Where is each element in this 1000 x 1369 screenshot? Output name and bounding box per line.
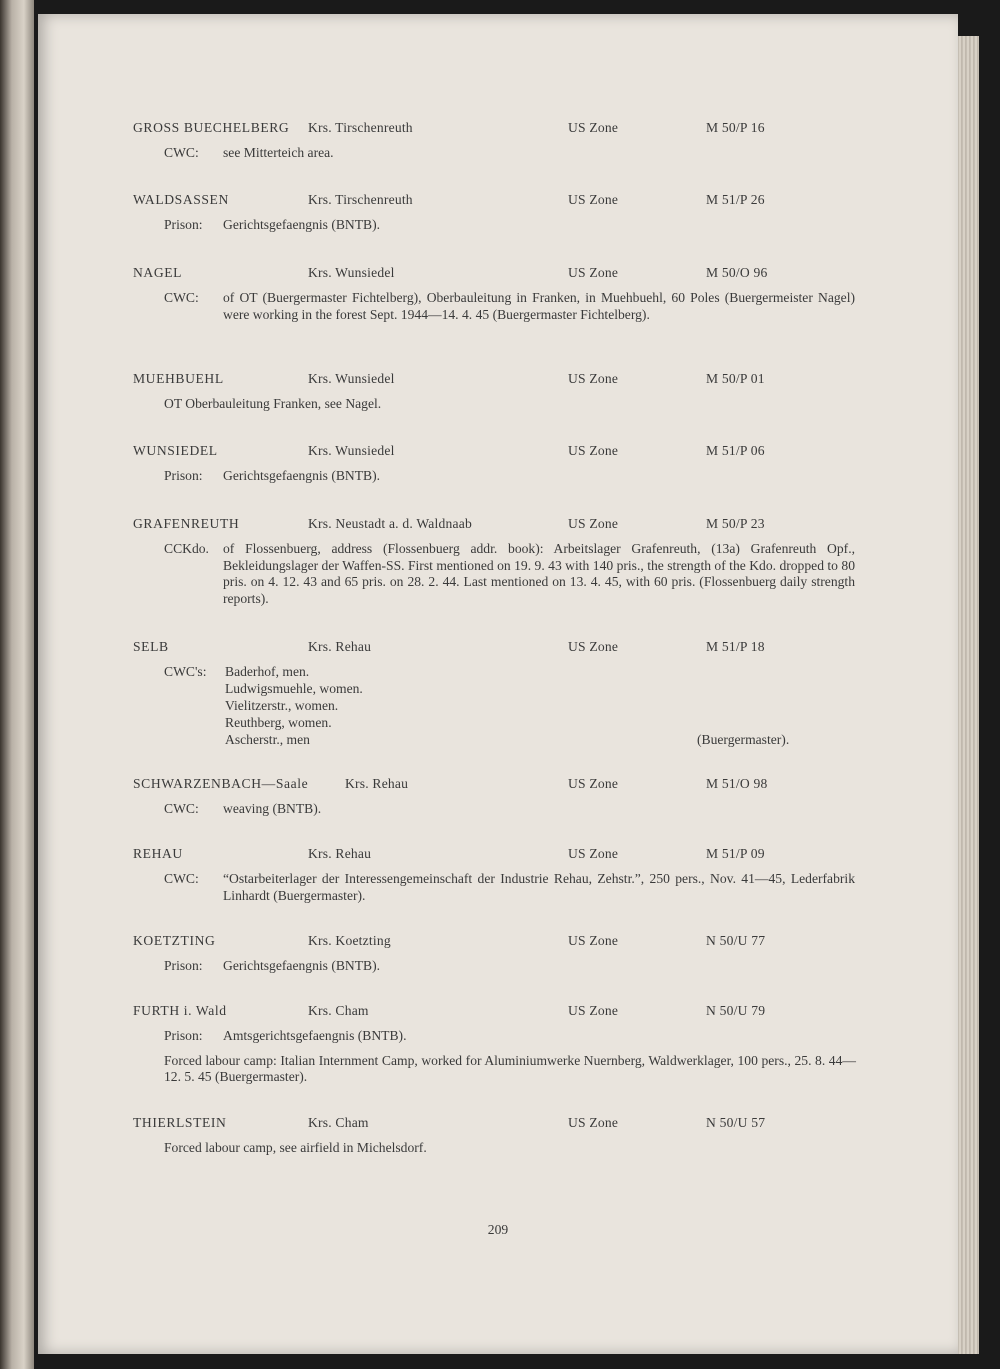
detail-text-2: Italian Internment Camp, worked for Aluminiumwerke Nuernberg, Waldwerklager, 100 pers., 25. 8. 44—12. 5. 45 (Buergermaster). [164, 1052, 856, 1084]
forced-labour-text [164, 1053, 856, 1086]
zone: US Zone [568, 516, 619, 531]
grid-reference: M 51/P 06 [706, 443, 765, 458]
grid-reference: M 50/P 16 [706, 120, 765, 135]
detail-label: Prison: [164, 1028, 203, 1043]
detail-text: of OT (Buergermaster Fichtelberg), Oberbauleitung in Franken, in Muehbuehl, 60 Poles (Buergermeister Nagel) were working in the forest Sept. 1944—14. 4. 45 (Buergermaster Fichtelberg). [223, 290, 855, 322]
list-item [225, 731, 958, 748]
detail-text: Amtsgerichtsgefaengnis (BNTB). [223, 1028, 407, 1043]
entry-wunsiedel [38, 443, 958, 485]
place-name: SCHWARZENBACH—Saale [133, 776, 309, 791]
place-name: GROSS BUECHELBERG [133, 120, 290, 135]
grid-reference: M 50/P 23 [706, 516, 765, 531]
entry-koetzting [38, 933, 958, 975]
detail-label: CWC: [164, 871, 199, 886]
entry-waldsassen [38, 192, 958, 234]
detail-text: Gerichtsgefaengnis (BNTB). [223, 468, 381, 483]
place-name: FURTH i. Wald [133, 1003, 227, 1018]
zone: US Zone [568, 120, 619, 135]
detail-label: CWC's: [164, 664, 207, 679]
place-name: GRAFENREUTH [133, 516, 240, 531]
district: Krs. Koetzting [308, 933, 391, 948]
detail-text: “Ostarbeiterlager der Interessengemeinschaft der Industrie Rehau, Zehstr.”, 250 pers., Nov. 41—45, Lederfabrik Linhardt (Buergermaster). [223, 871, 855, 903]
zone: US Zone [568, 776, 619, 791]
detail-label: Prison: [164, 468, 203, 483]
place-name: THIERLSTEIN [133, 1115, 227, 1130]
page-number: 209 [487, 1222, 509, 1237]
place-name: WUNSIEDEL [133, 443, 218, 458]
district: Krs. Cham [308, 1003, 369, 1018]
entry-rehau [38, 846, 958, 904]
district: Krs. Neustadt a. d. Waldnaab [308, 516, 472, 531]
district: Krs. Tirschenreuth [308, 120, 413, 135]
list-item-text: Ascherstr., men [225, 732, 310, 747]
detail-text: weaving (BNTB). [223, 801, 322, 816]
zone: US Zone [568, 371, 619, 386]
entry-gross-buechelberg [38, 120, 958, 162]
detail-label: CWC: [164, 801, 199, 816]
district: Krs. Wunsiedel [308, 265, 395, 280]
detail-label-2: Forced labour camp: [164, 1052, 277, 1068]
list-item: Baderhof, men. [225, 664, 310, 679]
list-item: Reuthberg, women. [225, 715, 332, 730]
zone: US Zone [568, 933, 619, 948]
district: Krs. Rehau [308, 639, 372, 654]
district: Krs. Tirschenreuth [308, 192, 413, 207]
entry-selb [38, 639, 958, 748]
grid-reference: N 50/U 79 [706, 1003, 766, 1018]
detail-text: OT Oberbauleitung Franken, see Nagel. [164, 396, 382, 411]
zone: US Zone [568, 265, 619, 280]
detail-label: Prison: [164, 217, 203, 232]
detail-label: CWC: [164, 145, 199, 160]
district: Krs. Wunsiedel [308, 371, 395, 386]
detail-text: Forced labour camp, see airfield in Michelsdorf. [164, 1140, 427, 1155]
list-item: Ludwigsmuehle, women. [225, 681, 363, 696]
detail-text: Gerichtsgefaengnis (BNTB). [223, 958, 381, 973]
zone: US Zone [568, 1003, 619, 1018]
district: Krs. Rehau [345, 776, 409, 791]
book-page [38, 14, 958, 1354]
place-name: NAGEL [133, 265, 183, 280]
entry-schwarzenbach [38, 776, 958, 818]
entry-nagel [38, 265, 958, 323]
detail-text: of Flossenbuerg, address (Flossenbuerg addr. book): Arbeitslager Grafenreuth, (13a) Grafenreuth Opf., Bekleidungslager der Waffen-SS. First mentioned on 19. 9. 43 with 140 pris., the strength of the Kdo. dropped to 80 pris. on 4. 12. 43 and 65 pris. on 28. 2. 44. Last mentioned on 13. 4. 45, with 60 pris. (Flossenbuerg daily strength reports). [223, 541, 855, 606]
zone: US Zone [568, 443, 619, 458]
source-note: (Buergermaster). [697, 732, 790, 747]
grid-reference: M 50/P 01 [706, 371, 765, 386]
detail-label: CCKdo. [164, 541, 209, 556]
detail-text: see Mitterteich area. [223, 145, 334, 160]
grid-reference: M 51/O 98 [706, 776, 768, 791]
grid-reference: N 50/U 77 [706, 933, 766, 948]
facing-page-edge [0, 0, 34, 1369]
grid-reference: M 51/P 26 [706, 192, 765, 207]
place-name: WALDSASSEN [133, 192, 229, 207]
list-item: Vielitzerstr., women. [225, 698, 339, 713]
page-stack-edges [955, 36, 979, 1354]
grid-reference: N 50/U 57 [706, 1115, 766, 1130]
entry-thierlstein [38, 1115, 958, 1157]
grid-reference: M 51/P 09 [706, 846, 765, 861]
district: Krs. Wunsiedel [308, 443, 395, 458]
zone: US Zone [568, 846, 619, 861]
detail-label: CWC: [164, 290, 199, 305]
district: Krs. Cham [308, 1115, 369, 1130]
district: Krs. Rehau [308, 846, 372, 861]
zone: US Zone [568, 639, 619, 654]
place-name: SELB [133, 639, 169, 654]
grid-reference: M 51/P 18 [706, 639, 765, 654]
place-name: MUEHBUEHL [133, 371, 224, 386]
detail-label: Prison: [164, 958, 203, 973]
place-name: REHAU [133, 846, 183, 861]
zone: US Zone [568, 192, 619, 207]
entry-furth-i-wald [38, 1003, 958, 1086]
entry-muehbuehl [38, 371, 958, 413]
detail-text: Gerichtsgefaengnis (BNTB). [223, 217, 381, 232]
entry-grafenreuth [38, 516, 958, 607]
grid-reference: M 50/O 96 [706, 265, 768, 280]
zone: US Zone [568, 1115, 619, 1130]
place-name: KOETZTING [133, 933, 216, 948]
